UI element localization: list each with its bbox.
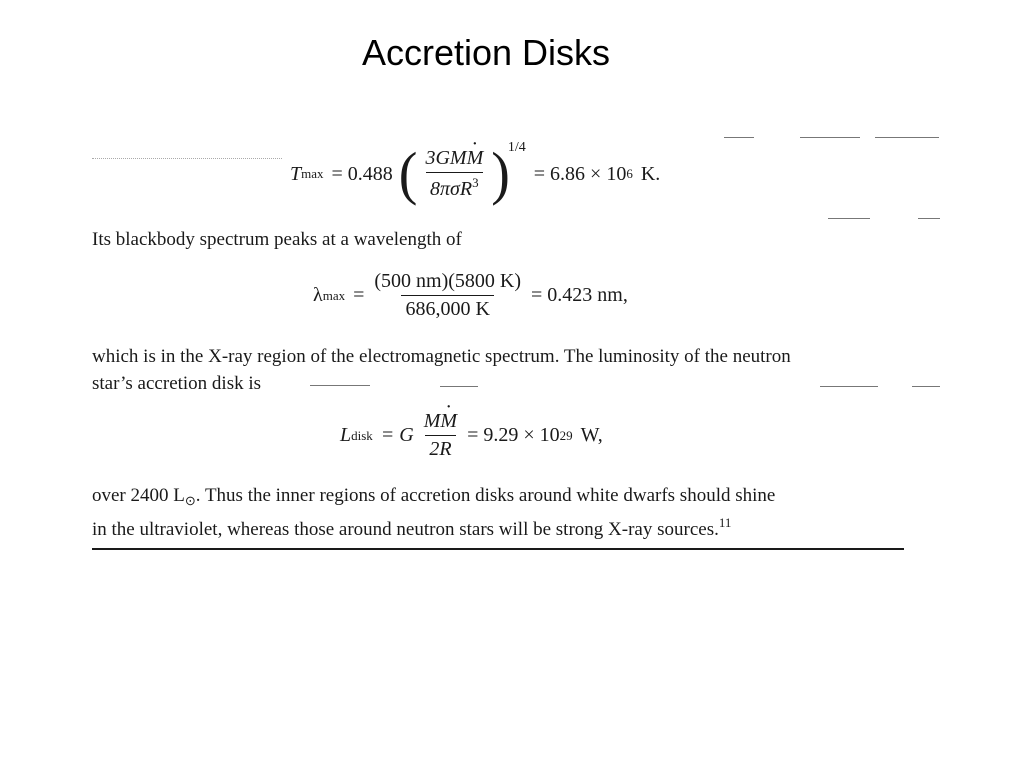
eq2-fraction	[370, 270, 525, 321]
scan-line	[828, 218, 870, 219]
eq1-den: 8πσR	[430, 178, 473, 200]
eq3-fraction	[420, 410, 461, 461]
eq2-lhs-sub: max	[322, 287, 346, 303]
para3-line2: in the ultraviolet, whereas those around neutron stars will be strong X-ray sources.	[92, 519, 719, 540]
scan-line	[92, 158, 282, 159]
eq2-eq: =	[353, 284, 365, 306]
paragraph-blackbody: Its blackbody spectrum peaks at a wavelength of	[92, 229, 462, 250]
eq3-result: = 9.29 × 10	[467, 424, 560, 446]
scan-line	[800, 137, 860, 138]
footnote-mark: 11	[718, 515, 732, 530]
scan-line	[875, 137, 939, 138]
bottom-rule	[92, 548, 904, 550]
scan-line	[310, 385, 370, 386]
eq3-lhs-sub: disk	[351, 427, 373, 443]
slide-title: Accretion Disks	[361, 32, 611, 73]
eq3-result-exp: 29	[559, 427, 573, 443]
eq3-eq: = G	[380, 424, 414, 446]
eq1-fraction	[421, 147, 487, 201]
paragraph-xray-line1: which is in the X-ray region of the electromagnetic spectrum. The luminosity of the neutron	[92, 346, 791, 367]
sun-symbol: ⊙	[184, 493, 196, 508]
eq1-num-mdot: M ·	[467, 147, 484, 170]
paragraph-xray-line2: star’s accretion disk is	[92, 373, 262, 394]
paragraph-ultraviolet-line2	[92, 509, 731, 543]
scan-line	[440, 386, 478, 387]
eq2-result: = 0.423 nm,	[531, 284, 628, 306]
eq1-result: = 6.86 × 10	[533, 162, 627, 185]
eq1-num: 3GM	[425, 147, 467, 169]
eq1-lhs: T	[290, 162, 302, 185]
eq1-result-exp: 6	[626, 166, 633, 181]
eq3-den: 2R	[425, 435, 455, 461]
eq1-unit: K.	[640, 162, 661, 185]
equation-ldisk	[340, 410, 603, 461]
eq1-den-exp: 3	[472, 175, 479, 190]
eq3-lhs: L	[340, 424, 352, 446]
equation-tmax	[290, 140, 661, 207]
eq3-unit: W,	[580, 424, 603, 446]
eq2-lhs: λ	[313, 284, 323, 306]
equation-lambda-max	[313, 270, 628, 321]
eq3-num-mdot: M ·	[440, 410, 457, 433]
eq1-coef: = 0.488	[331, 162, 393, 185]
scan-line	[912, 386, 940, 387]
eq2-num: (500 nm)(5800 K)	[374, 270, 522, 292]
scan-line	[918, 218, 940, 219]
eq1-left-paren: (	[398, 141, 418, 207]
eq1-lhs-sub: max	[301, 166, 324, 181]
scan-line	[724, 137, 754, 138]
scan-line	[820, 386, 878, 387]
para3-a: over 2400 L	[92, 485, 185, 506]
eq3-num-m: M	[423, 410, 441, 432]
para3-b: . Thus the inner regions of accretion disks around white dwarfs should shine	[195, 485, 776, 506]
eq1-outer-exp: 1/4	[507, 140, 526, 155]
eq2-den: 686,000 K	[401, 295, 493, 321]
eq1-right-paren: )	[491, 141, 510, 207]
